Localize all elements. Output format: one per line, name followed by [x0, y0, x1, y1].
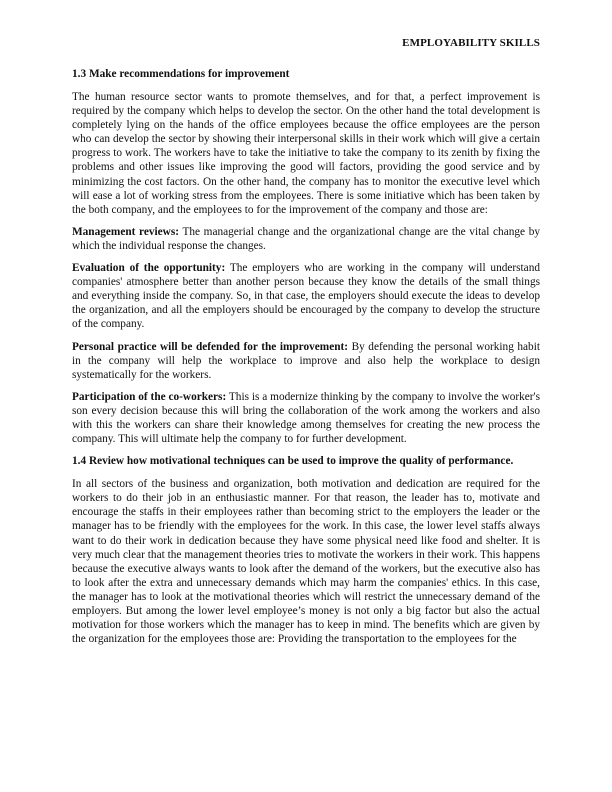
recommendation-management-reviews — [72, 225, 540, 253]
recommendation-text: By defending the personal working habit in the company will help the workplace to improve and also help the workplace to design systematically for the workers. — [72, 340, 540, 381]
recommendation-participation-of-co-workers — [72, 390, 540, 446]
recommendation-text: This is a modernize thinking by the company to involve the worker's son every decision because this will bring the collaboration of the work among the workers and also with this the workers can share their knowledge among themselves for creating the new process the company. This will ultimate help the company to for further development. — [72, 390, 540, 446]
section-1-4-body-paragraph: In all sectors of the business and organization, both motivation and dedication are required for the workers to do their job in an enthusiastic manner. For that reason, the leader has to, motivate and encourage the staffs in their employees rather than becoming strict to the employers the leader or the manager has to be friendly with the employees for the work. In this case, the lower level staffs always want to do their work in dedication because they have some physical need like food and shelter. It is very much clear that the management theories tries to motivate the workers in their work. This happens because the executive always wants to look after the demand of the workers, but the executive also has to look after the extra and unnecessary demands which may harm the companies' ethics. In this case, the manager has to look at the motivational theories which will restrict the unnecessary demand of the employers. But among the lower level employee’s money is not only a big factor but also the actual motivation for those workers which the manager has to keep in mind. The benefits which are given by the organization for the employees those are: Providing the transportation to the employees for the — [72, 478, 540, 646]
recommendation-evaluation-of-opportunity — [72, 261, 540, 331]
recommendation-text: The employers who are working in the company will understand companies' atmosphere better than another person because they know the details of the small things and everything inside the company. So, in that case, the employers should execute the ideas to develop the organization, and all the employers should be encouraged by the company to develop the structure of the company. — [72, 262, 540, 331]
recommendation-lead: Participation of the co-workers: — [72, 390, 227, 403]
section-heading-1-4: 1.4 Review how motivational techniques can be used to improve the quality of performance. — [72, 455, 514, 468]
running-header: EMPLOYABILITY SKILLS — [402, 37, 540, 49]
recommendation-lead: Management reviews: — [72, 225, 179, 238]
section-1-3-intro-paragraph: The human resource sector wants to promote themselves, and for that, a perfect improvement is required by the company which helps to develop the sector. On the other hand the total development is completely lying on the hands of the office employees because the office employees are the person who can develop the sector by showing their interpersonal skills in their work which will give a certain progress to work. The workers have to take the initiative to take the company to its zenith by fixing the problems and other issues like improving the good will factors, providing the good service and by minimizing the cost factors. On the other hand, the company has to monitor the executive level which will ease a lot of working stress from the employees. There is some initiative which has been taken by the both company, and the employees to for the improvement of the company and those are: — [72, 91, 540, 216]
recommendation-text: The managerial change and the organizational change are the vital change by which the individual response the changes. — [72, 225, 540, 252]
recommendation-lead: Evaluation of the opportunity: — [72, 262, 226, 275]
recommendation-lead: Personal practice will be defended for the improvement: — [72, 340, 349, 353]
section-heading-1-3: 1.3 Make recommendations for improvement — [72, 68, 290, 80]
recommendation-personal-practice — [72, 340, 540, 382]
